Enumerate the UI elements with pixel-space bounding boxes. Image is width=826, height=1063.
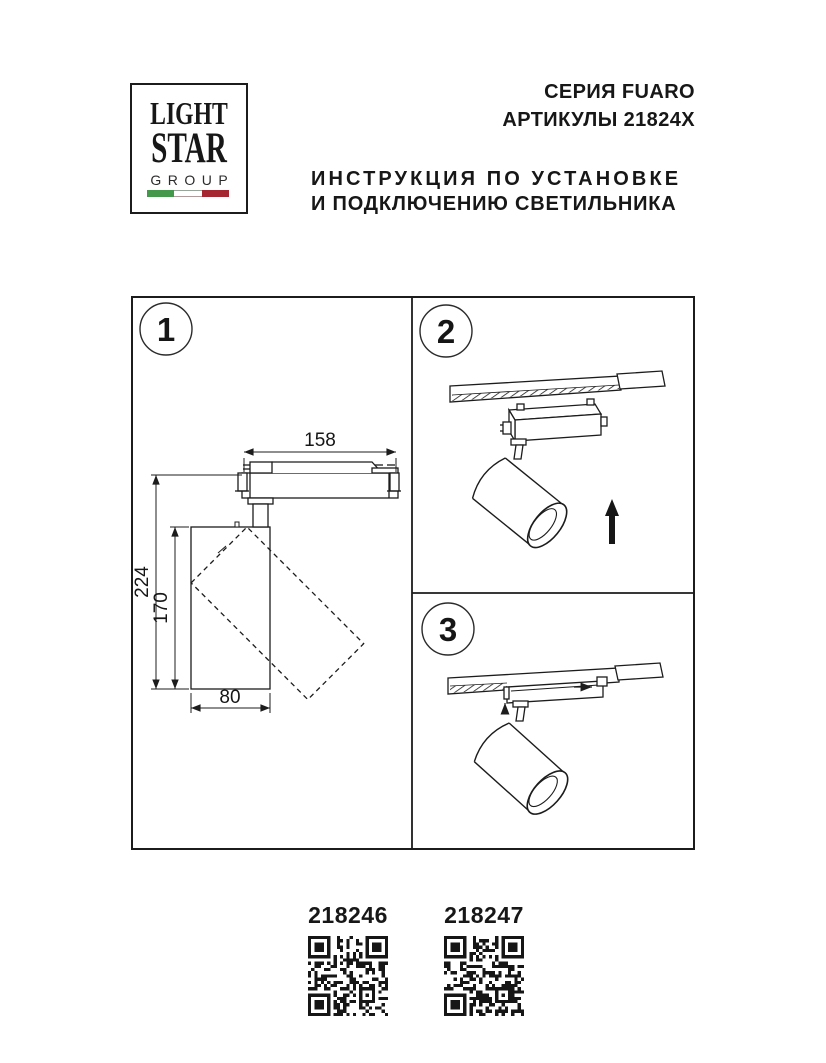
lamp-stem [513, 701, 528, 721]
arrow-up-icon [605, 499, 619, 544]
articles-line: АРТИКУЛЫ 21824X [502, 109, 695, 131]
lightstar-logo [130, 83, 248, 214]
logo-word-light: LIGHT [150, 95, 228, 131]
track-adapter [500, 399, 607, 441]
step-1-number: 1 [156, 311, 176, 348]
step-2-number: 2 [436, 313, 456, 350]
title-line-2: И ПОДКЛЮЧЕНИЮ СВЕТИЛЬНИКА [311, 193, 677, 215]
logo-word-group: GROUP [150, 172, 235, 188]
series-block [502, 78, 695, 134]
dim-label-158: 158 [304, 430, 336, 451]
flag-white [174, 190, 201, 197]
lamp-body-outline [191, 527, 270, 689]
lamp-stem [511, 439, 526, 459]
dim-label-80: 80 [219, 687, 241, 708]
italian-flag-icon [147, 190, 229, 197]
article-number: 218247 [444, 902, 524, 928]
title-line-1: ИНСТРУКЦИЯ ПО УСТАНОВКЕ [311, 168, 682, 190]
logo-word-star: STAR [151, 125, 227, 172]
spotlight-lamp [468, 454, 574, 554]
qr-code [308, 936, 388, 1016]
series-title: СЕРИЯ FUARO [544, 81, 695, 103]
article-number: 218246 [308, 902, 388, 928]
panel-1-dimension-drawing [132, 430, 401, 713]
qr-code [444, 936, 524, 1016]
flag-green [147, 190, 174, 197]
figure-grid [131, 296, 695, 850]
dim-label-170: 170 [151, 592, 172, 624]
step-3-number: 3 [438, 611, 458, 648]
track-adapter-side-view [235, 462, 401, 527]
panel-2-mounting-step [450, 371, 665, 554]
instruction-title [311, 167, 681, 217]
dim-label-224: 224 [132, 566, 153, 598]
track-rail [450, 371, 665, 402]
panel-3-locked-step [448, 663, 663, 821]
spotlight-lamp [470, 719, 575, 821]
flag-red [202, 190, 229, 197]
